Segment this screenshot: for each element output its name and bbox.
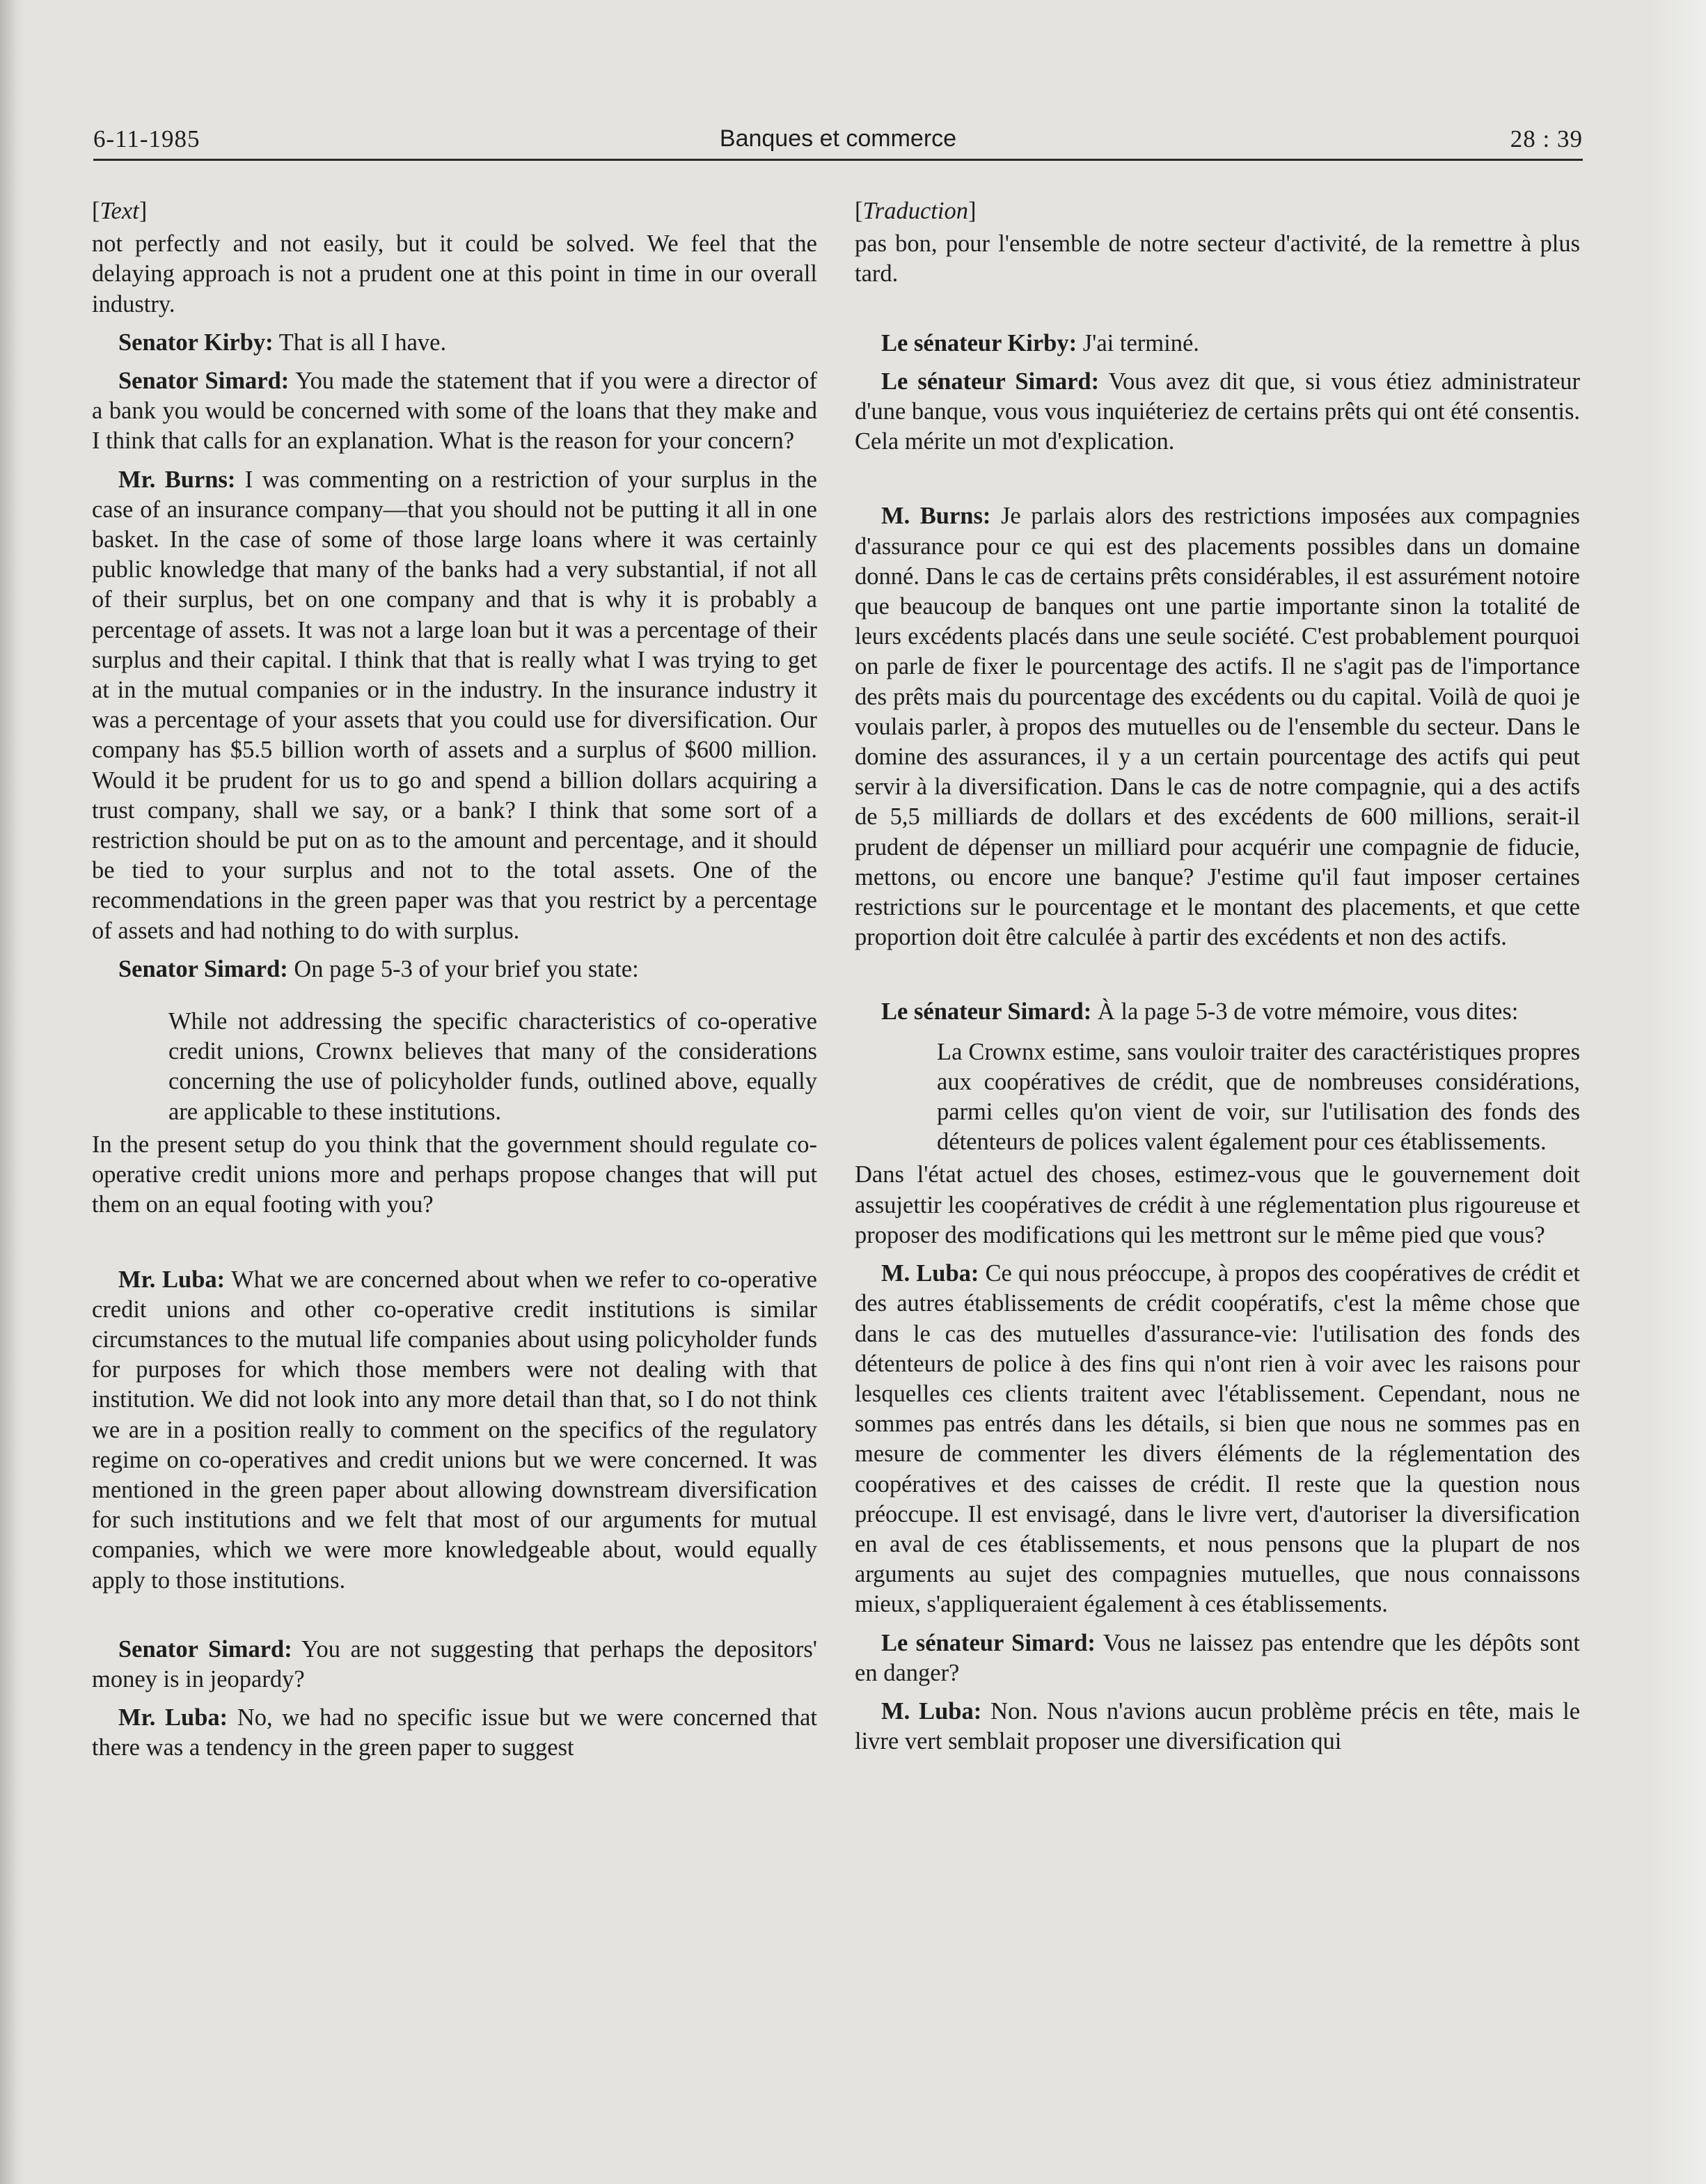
paragraph: In the present setup do you think that the government should regulate co-operative credit unions more and perhaps propose changes that will put them on an equal footing with you? bbox=[92, 1131, 817, 1218]
speaker-name: M. Burns: bbox=[881, 503, 991, 530]
paragraph: Le sénateur Simard: Vous ne laissez pas entendre que les dépôts sont en danger? bbox=[855, 1629, 1580, 1686]
paragraph: Senator Simard: On page 5-3 of your brief you state: bbox=[118, 955, 639, 982]
speaker-name: Senator Simard: bbox=[118, 955, 288, 982]
speaker-name: Mr. Burns: bbox=[118, 466, 236, 493]
speaker-name: Le sénateur Simard: bbox=[881, 998, 1092, 1026]
speaker-name: Le sénateur Simard: bbox=[881, 368, 1100, 395]
header-rule bbox=[93, 159, 1583, 161]
speaker-name: Mr. Luba: bbox=[118, 1266, 226, 1293]
paragraph: Le sénateur Kirby: J'ai terminé. bbox=[881, 329, 1199, 356]
french-column bbox=[855, 196, 1580, 1757]
header-date: 6-11-1985 bbox=[93, 125, 200, 152]
column-label: [Text] bbox=[92, 198, 148, 224]
column-label: [Traduction] bbox=[855, 198, 977, 224]
header-title: Banques et commerce bbox=[719, 125, 957, 152]
header-page-number: 28 : 39 bbox=[1510, 125, 1583, 152]
speaker-name: Mr. Luba: bbox=[118, 1704, 228, 1731]
speaker-name: Senator Simard: bbox=[118, 368, 290, 395]
paragraph: M. Burns: Je parlais alors des restrictions imposées aux compagnies d'assurance pour ce qui est des placements possibles dans un domaine donné. Dans le cas de certains prêts considérables, il est assurément notoire que beaucoup de banques ont une partie importante sinon la totalité de leurs excédents placés dans une seule société. C'est probablement pourquoi on parle de fixer le pourcentage des actifs. Il ne s'agit pas de l'importance des prêts mais du pourcentage des excédents ou du capital. Voilà de quoi je voulais parler, à propos des mutuelles ou de l'ensemble du secteur. Dans le domine des assurances, il y a un certain pourcentage des actifs qui peut servir à la diversification. Dans le cas de notre compagnie, qui a des actifs de 5,5 milliards de dollars et des excédents de 600 millions, serait-il prudent de dépenser un milliard pour acquérir une compagnie de fiducie, mettons, ou encore une banque? J'estime qu'il faut imposer certaines restrictions sur le pourcentage et le montant des placements, et que cette proportion doit être calculée à partir des excédents et non des actifs. bbox=[855, 503, 1580, 951]
speaker-name: M. Luba: bbox=[881, 1697, 982, 1725]
paragraph: Mr. Luba: No, we had no specific issue but we were concerned that there was a tendency in the green paper to suggest bbox=[92, 1704, 817, 1761]
speaker-name: Senator Kirby: bbox=[118, 329, 274, 356]
page-edge bbox=[1650, 0, 1706, 2184]
paragraph: Mr. Luba: What we are concerned about when we refer to co-operative credit unions and other co-operative credit institutions is similar circumstances to the mutual life companies about using policyholder funds for purposes for which those members were not dealing with that institution. We did not look into any more detail than that, so I do not think we are in a position really to comment on the specifics of the regulatory regime on co-operatives and credit unions but we were concerned. It was mentioned in the green paper about allowing downstream diversification for such institutions and we felt that most of our arguments for mutual companies, which we were more knowledgeable about, would equally apply to those institutions. bbox=[92, 1266, 817, 1594]
speaker-name: Le sénateur Kirby: bbox=[881, 329, 1077, 356]
block-quote: While not addressing the specific characteristics of co-operative credit unions, Crownx believes that many of the considerations concerning the use of policyholder funds, outlined above, equally are applicable to these institutions. bbox=[168, 1008, 817, 1125]
page-binding-shadow bbox=[0, 0, 24, 2184]
paragraph: M. Luba: Ce qui nous préoccupe, à propos des coopératives de crédit et des autres établissements de crédit coopératifs, c'est la même chose que dans le cas des mutuelles d'assurance-vie: l'utilisation des fonds des détenteurs de police à des fins qui n'ont rien à voir avec les raisons pour lesquelles ces clients traitent avec l'établissement. Cependant, nous ne sommes pas entrés dans les détails, si bien que nous ne sommes pas en mesure de commenter les divers éléments de la réglementation des coopératives et des caisses de crédit. Il reste que la question nous préoccupe. Il est envisagé, dans le livre vert, d'autoriser la diversification en aval de ces établissements, et nous pensons que la plupart de nos arguments au sujet des compagnies mutuelles, que nous connaissons mieux, s'appliqueraient également à ces établissements. bbox=[855, 1260, 1581, 1618]
paragraph: Mr. Burns: I was commenting on a restriction of your surplus in the case of an insurance company—that you should not be putting it all in one basket. In the case of some of those large loans where it was certainly public knowledge that many of the banks had a very substantial, if not all of their surplus, bet on one company and that is why it is probably a percentage of assets. It was not a large loan but it was a percentage of their surplus and their capital. I think that that is really what I was trying to get at in the mutual companies or in the industry. In the insurance industry it was a percentage of your assets that you could use for diversification. Our company has $5.5 billion worth of assets and a surplus of $600 million. Would it be prudent for us to go and spend a billion dollars acquiring a trust company, shall we say, or a bank? I think that some sort of a restriction should be put on as to the amount and percentage, and it should be tied to your surplus and not to the total assets. One of the recommendations in the green paper was that you restrict by a percentage of assets and had nothing to do with surplus. bbox=[92, 466, 817, 944]
speaker-name: Le sénateur Simard: bbox=[881, 1629, 1096, 1656]
paragraph: not perfectly and not easily, but it could be solved. We feel that the delaying approach is not a prudent one at this point in time in our overall industry. bbox=[92, 230, 817, 317]
paragraph: pas bon, pour l'ensemble de notre secteur d'activité, de la remettre à plus tard. bbox=[855, 230, 1580, 288]
paragraph: Senator Simard: You made the statement that if you were a director of a bank you would be concerned with some of the loans that they make and I think that calls for an explanation. What is the reason for your concern? bbox=[92, 368, 818, 455]
paragraph: Senator Simard: You are not suggesting that perhaps the depositors' money is in jeopardy? bbox=[92, 1635, 817, 1692]
speaker-name: M. Luba: bbox=[881, 1260, 979, 1287]
speaker-name: Senator Simard: bbox=[118, 1635, 292, 1663]
paragraph: M. Luba: Non. Nous n'avions aucun problème précis en tête, mais le livre vert semblait proposer une diversification qui bbox=[855, 1697, 1581, 1755]
english-column bbox=[92, 196, 817, 1763]
paragraph: Le sénateur Simard: Vous avez dit que, si vous étiez administrateur d'une banque, vous vous inquiéteriez de certains prêts qui ont été consentis. Cela mérite un mot d'explication. bbox=[855, 368, 1580, 455]
page-header bbox=[93, 123, 1583, 162]
block-quote: La Crownx estime, sans vouloir traiter des caractéristiques propres aux coopératives de crédit, que de nombreuses considérations, parmi celles qu'on vient de voir, sur l'utilisation des fonds des détenteurs de polices valent également pour ces établissements. bbox=[937, 1038, 1580, 1156]
paragraph: Senator Kirby: That is all I have. bbox=[118, 329, 447, 356]
paragraph: Le sénateur Simard: À la page 5-3 de votre mémoire, vous dites: bbox=[881, 998, 1519, 1026]
paragraph: Dans l'état actuel des choses, estimez-vous que le gouvernement doit assujettir les coopératives de crédit à une réglementation plus rigoureuse et proposer des modifications qui les mettront sur le même pied que vous? bbox=[855, 1161, 1580, 1248]
